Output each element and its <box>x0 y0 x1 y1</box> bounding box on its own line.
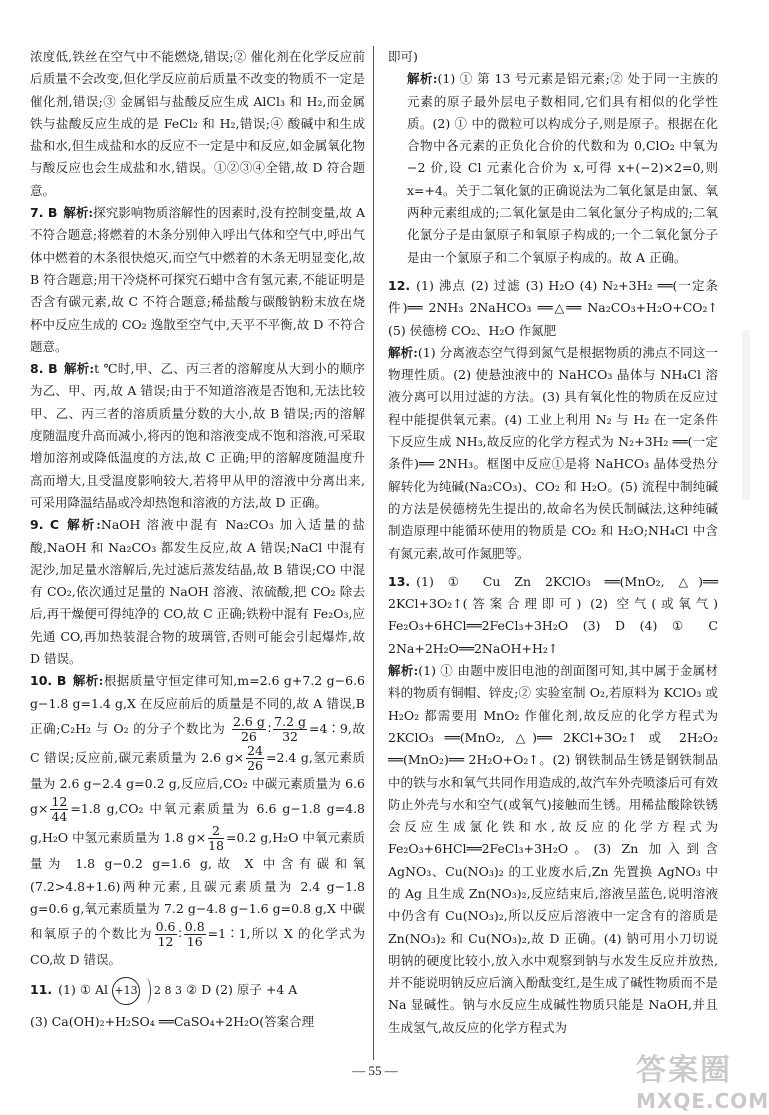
q13-answers: (1) ① Cu Zn 2KClO₃ ══(MnO₂, △)══ 2KCl+3O₂↑(答案合理即可) (2) 空气(或氧气) Fe₂O₃+6HCl══2FeCl₃+3H₂O (3) D (4) ① C 2Na+2H₂O══2NaOH+H₂↑ <box>388 573 718 656</box>
q6-continuation <box>30 46 365 202</box>
q12-answers: (1) 沸点 (2) 过滤 (3) H₂O (4) N₂+3H₂ ══(一定条件)══ 2NH₃ 2NaHCO₃ ══△══ Na₂CO₃+H₂O+CO₂↑ (5) 侯德榜 CO₂、H₂O 作氮肥 <box>388 277 718 338</box>
atom-nucleus-circle: +13 <box>112 977 140 1005</box>
fraction-2-num: 7.2 g <box>274 713 306 729</box>
q10-label: 解析: <box>72 673 104 689</box>
fraction-6-den: 12 <box>157 934 174 950</box>
watermark-line-2: MXQE.COM <box>636 1089 769 1113</box>
q11-answer-2: ② D (2) 原子 +4 A <box>186 982 298 998</box>
fraction-4-den: 44 <box>51 809 68 825</box>
q11-tail: 即可) <box>388 49 418 64</box>
q9-number: 9. C <box>30 517 60 533</box>
fraction-4 <box>50 795 68 824</box>
answer-q9 <box>30 514 365 670</box>
answer-q11 <box>30 977 365 1033</box>
fraction-3-den: 26 <box>247 757 264 773</box>
right-column <box>388 46 718 1039</box>
q7-text: 探究影响物质溶解性的因素时,没有控制变量,故 A 不符合题意;将燃着的木条分别伸入呼出气体和空气中,呼出气体中燃着的木条很快熄灭,而空气中燃着的木条无明显变化,故 B 符合题意;用干冷烧杯可探究石蜡中含有氢元素,不能证明是否含有碳元素,故 C 不符合题意;稀盐酸与碳酸钠粉末放在烧杯中反应生成的 CO₂ 逸散至空气中,天平不平衡,故 D 不符合题意。 <box>30 205 365 354</box>
q11-answer-1: (1) ① Al <box>58 982 109 998</box>
q8-number: 8. B <box>30 361 58 377</box>
q12-number: 12. <box>388 277 411 293</box>
q11-continuation <box>388 46 718 269</box>
answer-q10: 10. B 解析:根据质量守恒定律可知,m=2.6 g+7.2 g−6.6 g−1.8 g=1.4 g,X 在反应前后的质量是不同的,故 A 错误,B 正确;C₂H₂ 与 O₂ 的分子个数比为 $\frac{2.6 g}{26}$ ∶ $\frac{7.2 g}{32}$ =4∶9,故 C 错误;反应前,碳元素质量为 2.6 g× $\frac{24}{26}$ =2.4 g,氢元素质量为 2.6 g−2.4 g=0.2 g,反应后,CO₂ 中碳元素质量为 6.6 g× $\frac{12}{44}$ =1.8 g,CO₂ 中氧元素质量为 6.6 g−1.8 g=4.8 g,H₂O 中氢元素质量为 1.8 g× $\frac{2}{18}$ =0.2 g,H₂O 中氧元素质量为 1.8 g−0.2 g=1.6 g,故 X 中含有碳和氧(7.2>4.8+1.6)两种元素,且碳元素质量为 2.4 g−1.8 g=0.6 g,氧元素质量为 7.2 g−4.8 g−1.6 g=0.8 g,X 中碳和氧原子的个数比为 $\frac{0.6}{12}$ ∶ $\frac{0.8}{16}$ =1∶1,所以 X 的化学式为 CO,故 D 错误。 <box>30 673 365 968</box>
fraction-6-num: 0.6 <box>155 919 176 935</box>
q9-text: NaOH 溶液中混有 Na₂CO₃ 加入适量的盐酸,NaOH 和 Na₂CO₃ 都发生反应,故 A 错误;NaCl 中混有泥沙,加足量水溶解后,先过滤后蒸发结晶,故 B 错误;CO 中混有 CO₂,依次通过足量的 NaOH 溶液、浓硫酸,把 CO₂ 除去后,再干燥便可得纯净的 CO,故 C 正确;铁粉中混有 Fe₂O₃,应先通 CO,再加热装混合物的玻璃管,否则可能会引起爆炸,故 D 错误。 <box>30 517 365 667</box>
q10-text-4: =1.8 g,CO₂ 中氧元素质量为 6.6 g−1.8 g=4.8 g,H₂O 中氢元素质量为 1.8 g× <box>30 801 365 846</box>
q10-text-6: =1∶1,所以 X 的化学式为 CO,故 D 错误。 <box>30 926 365 968</box>
fraction-6 <box>155 920 177 949</box>
watermark-logo <box>636 1045 769 1113</box>
fraction-2 <box>273 715 307 744</box>
fraction-4-num: 12 <box>51 794 68 810</box>
fraction-7-den: 16 <box>186 934 203 950</box>
fraction-1-num: 2.6 g <box>233 713 265 729</box>
q6-tail-text: 浓度低,铁丝在空气中不能燃烧,错误;② 催化剂在化学反应前后质量不会改变,但化学反应前后质量不改变的物质不一定是催化剂,错误;③ 金属铝与盐酸反应生成 AlCl₃ 和 H₂,而金属铁与盐酸反应生成的是 FeCl₂ 和 H₂,错误;④ 酸碱中和生成盐和水,但生成盐和水的反应不一定是中和反应,如金属氧化物与酸反应也会生成盐和水,错误。①②③④全错,故 D 符合题意。 <box>30 49 365 198</box>
fraction-5-num: 2 <box>208 824 224 839</box>
q13-number: 13. <box>388 573 411 589</box>
answer-q7 <box>30 202 365 358</box>
electron-shell-counts: 2 8 3 <box>154 984 183 998</box>
fraction-3-num: 24 <box>247 742 264 758</box>
q10-ratio-sign: ∶ <box>178 926 182 942</box>
fraction-2-den: 32 <box>282 728 298 744</box>
fraction-5 <box>208 824 224 853</box>
q11-analysis-label: 解析: <box>407 71 438 87</box>
q9-label: 解析: <box>65 517 101 533</box>
q7-number: 7. B <box>30 205 58 221</box>
q10-text-1: 根据质量守恒定律可知,m=2.6 g+7.2 g−6.6 g−1.8 g=1.4 g,X 在反应前后的质量是不同的,故 A 错误,B 正确;C₂H₂ 与 O₂ 的分子个数比为 <box>30 673 365 736</box>
q11-analysis-text: (1) ① 第 13 号元素是铝元素;② 处于同一主族的元素的原子最外层电子数相同,它们具有相似的化学性质。(2) ① 中的微粒可以构成分子,则是原子。根据在化合物中各元素的正负化合价的代数和为 0,ClO₂ 中氧为 −2 价,设 Cl 元素化合价为 x,可得 x+(−2)×2=0,则 x=+4。关于二氧化氯的正确说法为二氧化氯是由氯、氧两种元素组成的;二氧化氯是由二氧化氯分子构成的;二氧化氯分子是由氯原子和氧原子构成的;一个二氧化氯分子是由一个氯原子和二个氧原子构成的。故 A 正确。 <box>407 71 718 265</box>
q11-number: 11. <box>30 982 53 998</box>
q10-text-2: =4∶9,故 C 错误;反应前,碳元素质量为 2.6 g× <box>30 720 365 765</box>
q10-text-3: =2.4 g,氢元素质量为 2.6 g−2.4 g=0.2 g,反应后,CO₂ 中碳元素质量为 6.6 g× <box>30 749 365 817</box>
fraction-7-num: 0.8 <box>184 919 205 935</box>
watermark-line-1: 答案圈 <box>636 1053 732 1088</box>
q7-label: 解析: <box>63 205 94 221</box>
aluminum-atom-structure-diagram <box>112 977 182 1005</box>
fraction-7 <box>184 920 206 949</box>
q10-text-5: =0.2 g,H₂O 中氧元素质量为 1.8 g−0.2 g=1.6 g,故 X 中含有碳和氧(7.2>4.8+1.6)两种元素,且碳元素质量为 2.4 g−1.8 g=0.6 g,氧元素质量为 7.2 g−4.8 g−1.6 g=0.8 g,X 中碳和氧原子的个数比为 <box>30 830 365 942</box>
q10-number: 10. B <box>30 673 67 689</box>
page-edge-shadow <box>742 330 750 500</box>
q13-analysis-text: (1) ① 由题中废旧电池的剖面图可知,其中属于金属材料的物质有铜帽、锌皮;② 实验室制 O₂,若原料为 KClO₃ 或 H₂O₂ 都需要用 MnO₂ 作催化剂,故反应的化学方程式为 2KClO₃ ══(MnO₂, △)══ 2KCl+3O₂↑ 或 2H₂O₂ ══(MnO₂)══ 2H₂O+O₂↑。(2) 钢铁制品生锈是钢铁制品中的铁与水和氧气共同作用造成的,故汽车外壳喷漆后可有效防止外壳与水和空气(或氧气)接触而生锈。用稀盐酸除铁锈会反应生成氯化铁和水,故反应的化学方程式为 Fe₂O₃+6HCl══2FeCl₃+3H₂O。(3) Zn 加入到含 AgNO₃、Cu(NO₃)₂ 的工业废水后,Zn 先置换 AgNO₃ 中的 Ag 且生成 Zn(NO₃)₂,反应结束后,溶液呈蓝色,说明溶液中仍含有 Cu(NO₃)₂,所以反应后溶液中一定含有的溶质是 Zn(NO₃)₂ 和 Cu(NO₃)₂,故 D 正确。(4) 钠可用小刀切说明钠的硬度比较小,放入水中观察到钠与水发生反应并放热,并不能说明钠反应后滴入酚酞变红,是生成了碱性物质而不是 Na 显碱性。钠与水反应生成碱性物质只能是 NaOH,并且生成氢气,故反应的化学方程式为 <box>388 663 718 1035</box>
q12-analysis-text: (1) 分离液态空气得到氮气是根据物质的沸点不同这一物理性质。(2) 使悬浊液中的 NaHCO₃ 晶体与 NH₄Cl 溶液分离可以用过滤的方法。(3) 具有氧化性的物质在反应过程中能提供氧元素。(4) 工业上利用 N₂ 与 H₂ 在一定条件下反应生成 NH₃,故反应的化学方程式为 N₂+3H₂ ══(一定条件)══ 2NH₃。框图中反应①是将 NaHCO₃ 晶体受热分解转化为纯碱(Na₂CO₃)、CO₂ 和 H₂O。(5) 流程中制纯碱的方法是侯德榜先生提出的,故命名为侯氏制碱法,这种纯碱制造原理中能循环使用的物质是 CO₂ 和 H₂O;NH₄Cl 中含有氮元素,故可作氮肥等。 <box>388 344 718 561</box>
q11-answer-3: (3) Ca(OH)₂+H₂SO₄ ══CaSO₄+2H₂O(答案合理 <box>30 1014 315 1030</box>
answer-q13 <box>388 571 718 1039</box>
fraction-1 <box>232 715 266 744</box>
fraction-5-den: 18 <box>208 838 224 854</box>
answer-q12 <box>388 275 718 565</box>
electron-shell-arc <box>141 978 151 1004</box>
q8-label: 解析: <box>63 361 95 377</box>
q12-analysis-label: 解析: <box>388 344 418 360</box>
q8-text: t ℃时,甲、乙、丙三者的溶解度从大到小的顺序为乙、甲、丙,故 A 错误;由于不知道溶液是否饱和,无法比较甲、乙、丙三者的溶质质量分数的大小,故 B 错误;丙的溶解度随温度升高而减小,将丙的饱和溶液变成不饱和溶液,可采取增加溶剂或降低温度的方法,故 C 正确;甲的溶解度随温度升高而增大,且受温度影响较大,若将甲从甲的溶液中分离出来,可采用降温结晶或冷却热饱和溶液的方法,故 D 正确。 <box>30 361 365 510</box>
column-divider <box>373 46 374 1060</box>
fraction-1-den: 26 <box>240 728 257 744</box>
page-number: — 55 — <box>352 1063 398 1078</box>
left-column <box>30 46 365 1034</box>
answer-q8 <box>30 358 365 514</box>
fraction-3 <box>246 744 264 773</box>
q13-analysis-label: 解析: <box>388 663 419 679</box>
